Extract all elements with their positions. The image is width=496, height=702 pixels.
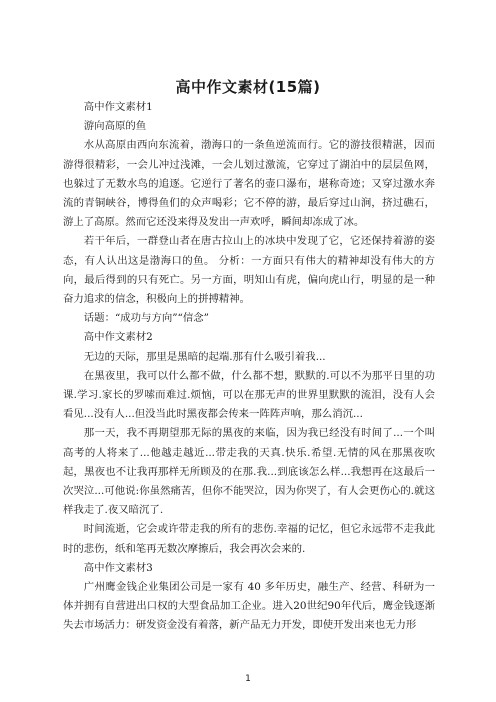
paragraph: 那一天，我不再期望那无际的黑夜的来临，因为我已经没有时间了...一个叫高考的人将来了...他越走越近...带走我的天真.快乐.希望.无情的风在那黑夜吹起，黑夜也不让我再那样无所顾及的在那.我...到底该怎么样...我想再在这最后一次哭泣...可他说:你虽然痛苦，但你不能哭泣，因为你哭了，有人会更伤心的.就这样我走了.夜又暗沉了. bbox=[63, 427, 435, 517]
section-heading: 高中作文素材2 bbox=[83, 331, 153, 344]
paragraph: 时间流逝，它会或许带走我的所有的悲伤.幸福的记忆，但它永远带不走我此时的悲伤，纸和笔再无数次摩擦后，我会再次会来的. bbox=[63, 523, 435, 555]
essay-title: 游向高原的鱼 bbox=[83, 120, 147, 133]
section-heading: 高中作文素材3 bbox=[83, 561, 153, 574]
document-body bbox=[63, 98, 435, 636]
topic-line: 话题：“成功与方向”“信念” bbox=[83, 312, 209, 325]
paragraph: 在黑夜里，我可以什么都不做，什么都不想，默默的.可以不为那平日里的功课.学习.家长的罗嗦而难过.烦恼，可以在那无声的世界里默默的流泪，没有人会看见...没有人...但没当此时黑夜都会传来一阵阵声响，那么消沉... bbox=[63, 369, 435, 421]
paragraph: 水从高原由西向东流着，渤海口的一条鱼逆流而行。它的游技很精湛，因而游得很精彩，一会儿冲过浅滩，一会儿划过激流，它穿过了湖泊中的层层鱼网，也躲过了无数水鸟的追逐。它逆行了著名的壶口瀑布，堪称奇迹；又穿过激水奔流的青铜峡谷，博得鱼们的众声喝彩；它不停的游，最后穿过山涧，挤过礁石，游上了高原。然而它还没来得及发出一声欢呼，瞬间却冻成了冰。 bbox=[63, 139, 435, 229]
section-heading: 高中作文素材1 bbox=[83, 101, 153, 113]
paragraph: 若干年后，一群登山者在唐古拉山上的冰块中发现了它，它还保持着游的姿态，有人认出这是渤海口的鱼。 分析：一方面只有伟大的精神却没有伟大的方向，最后得到的只有死亡。另一方面，明知山有虎，偏向虎山行，明显的是一种奋力追求的信念，积极向上的拼搏精神。 bbox=[63, 235, 435, 306]
paragraph: 无边的天际，那里是黑暗的起端.那有什么吸引着我... bbox=[83, 350, 326, 363]
page-number: 1 bbox=[245, 674, 251, 684]
document-title: 高中作文素材(15篇) bbox=[175, 78, 321, 96]
paragraph: 广州鹰金钱企业集团公司是一家有 40 多年历史，融生产、经营、科研为一体并拥有自营进出口权的大型食品加工企业。进入20世纪90年代后，鹰金钱逐渐失去市场活力：研发资金没有着落，新产品无力开发，即使开发出来也无力形 bbox=[63, 581, 435, 632]
